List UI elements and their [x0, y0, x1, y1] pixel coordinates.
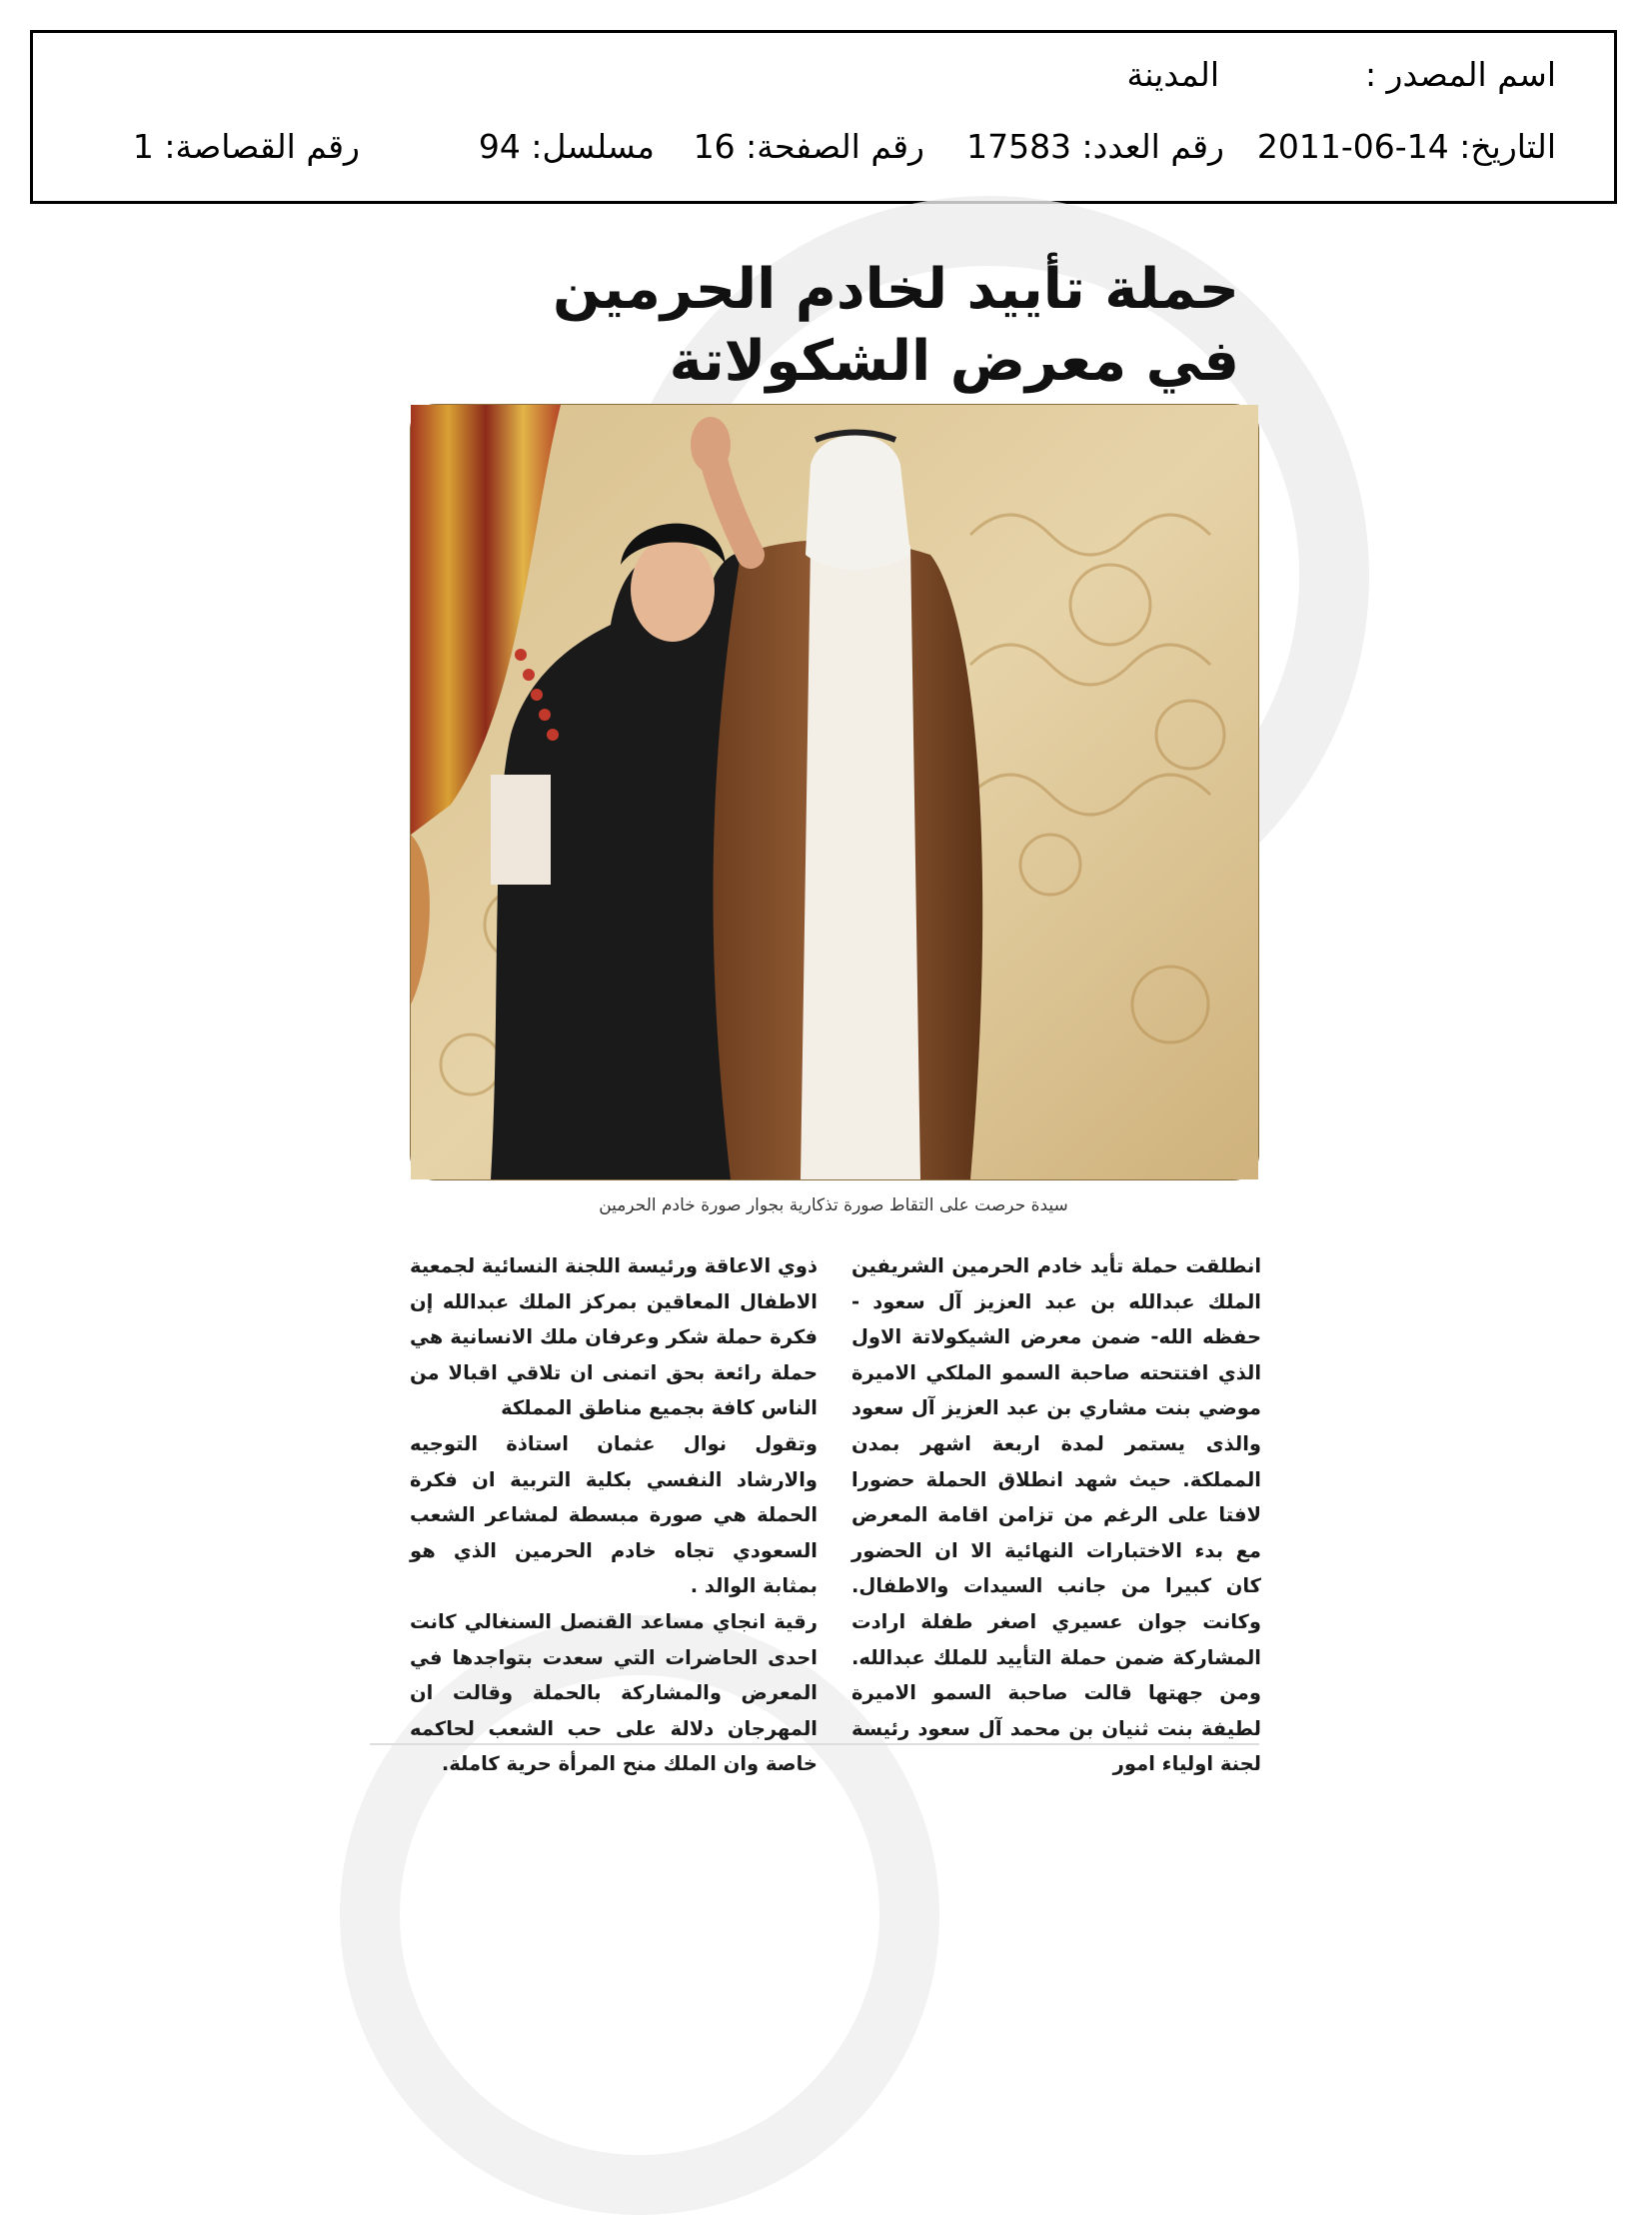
bottom-divider [370, 1743, 1259, 1745]
headline [380, 254, 1239, 398]
newspaper-clipping [370, 236, 1279, 1776]
serial-field: مسلسل: 94 [478, 127, 655, 166]
article-column-right [851, 1248, 1261, 1782]
clipping-info-box [30, 30, 1617, 204]
clip-number-field: رقم القصاصة: 1 [132, 127, 360, 166]
paragraph: ذوي الاعاقة ورئيسة اللجنة النسائية لجمعية الاطفال المعاقين بمركز الملك عبدالله إن فكرة حملة شكر وعرفان ملك الانسانية هي حملة رائعة بحق اتمنى ان تلاقي اقبالا من الناس كافة بجميع مناطق المملكة [410, 1254, 818, 1420]
source-label: اسم المصدر : [1364, 55, 1556, 94]
article-photo [410, 404, 1259, 1180]
paragraph: انطلقت حملة تأيد خادم الحرمين الشريفين الملك عبدالله بن عبد العزيز آل سعود - حفظه الله- ضمن معرض الشيكولاتة الاول الذي افتتحته صاحبة السمو الملكي الاميرة موضي بنت مشاري بن عبد العزيز آل سعود والذى يستمر لمدة اربعة اشهر بمدن المملكة. حيث شهد انطلاق الحملة حضورا لافتا على الرغم من تزامن اقامة المعرض مع بدء الاختبارات النهائية الا ان الحضور كان كبيرا من جانب السيدات والاطفال. وكانت جوان عسيري اصغر طفلة ارادت المشاركة ضمن حملة التأييد للملك عبدالله. ومن جهتها قالت صاحبة السمو الاميرة لطيفة بنت ثنيان بن محمد آل سعود رئيسة لجنة اولياء امور [851, 1254, 1261, 1776]
page-number-field: رقم الصفحة: 16 [693, 127, 924, 166]
headline-line-1: حملة تأييد لخادم الحرمين [552, 257, 1239, 322]
article-column-left [410, 1248, 818, 1782]
paragraph: رقية انجاي مساعد القنصل السنغالي كانت احدى الحاضرات التي سعدت بتواجدها في المعرض والمشاركة بالحملة وقالت ان المهرجان دلالة على حب الشعب لحاكمه خاصة وان الملك منح المرأة حرية كاملة. [410, 1609, 818, 1776]
paragraph: وتقول نوال عثمان استاذة التوجيه والارشاد النفسي بكلية التربية ان فكرة الحملة هي صورة مبسطة لمشاعر الشعب السعودي تجاه خادم الحرمين الذي هو بمثابة الوالد . [410, 1431, 818, 1598]
date-field: التاريخ: 14-06-2011 [1256, 127, 1556, 166]
photo-caption: سيدة حرصت على التقاط صورة تذكارية بجوار صورة خادم الحرمين [599, 1195, 1068, 1215]
issue-number-field: رقم العدد: 17583 [966, 127, 1224, 166]
source-value: المدينة [1126, 55, 1219, 94]
headline-line-2: في معرض الشكولاتة [669, 329, 1239, 394]
